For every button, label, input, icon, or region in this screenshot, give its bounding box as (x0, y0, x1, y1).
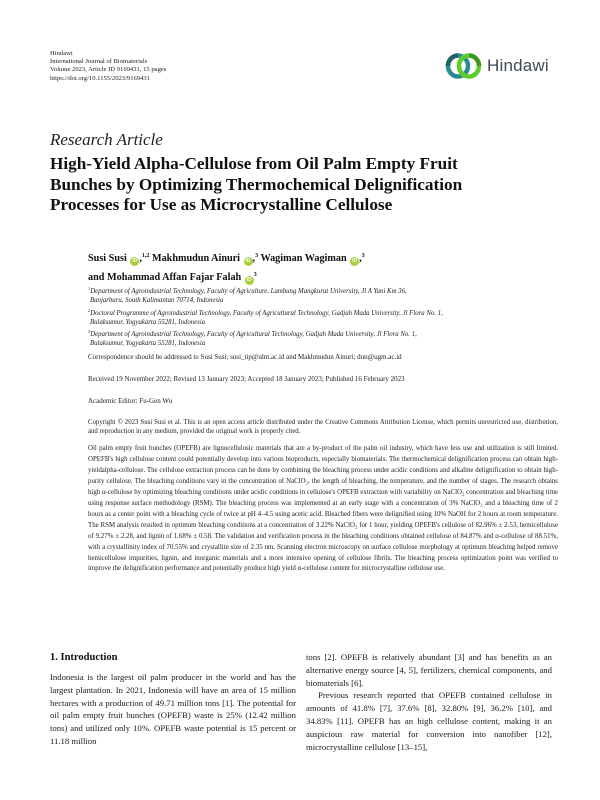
author-name[interactable]: Susi Susi (88, 253, 127, 264)
affiliation-marker: 1,2 (141, 253, 150, 259)
correspondence: Correspondence should be addressed to Susi Susi; susi_tip@ulm.ac.id and Makhmudun Ainuri; dun@ugm.ac.id (88, 353, 402, 361)
journal-name: International Journal of Biomaterials (50, 58, 148, 66)
hindawi-logo-text: Hindawi (487, 56, 549, 75)
affiliation-number: 3 (88, 329, 91, 335)
paragraph: Previous research reported that OPEFB contained cellulose in amounts of 41.8% [7], 37.6% [8], 32.80% [9], 36.2% [10], and 34.83% [11]. OPEFB has an high cellulose content, making it an auspicious raw material for conversion into nanofiber [12], microcrystalline cellulose [13–15], (306, 690, 552, 752)
academic-editor: Academic Editor: Fu-Gen Wu (88, 397, 173, 405)
title-line: High-Yield Alpha-Cellulose from Oil Palm Empty Fruit (50, 154, 458, 173)
publisher-name: Hindawi (50, 50, 73, 57)
volume-line: Volume 2023, Article ID 9169431, 15 pages (50, 66, 167, 74)
journal-info (50, 50, 166, 83)
author-name[interactable]: Makhmudun Ainuri (151, 253, 240, 264)
title-line: Processes for Use as Microcrystalline Cellulose (50, 195, 393, 214)
affiliation-item (88, 306, 558, 328)
orcid-icon[interactable]: iD (246, 277, 252, 283)
author-name[interactable]: Wagiman Wagiman (260, 253, 347, 264)
affiliation-line: Bulaksumur, Yogyakarta 55281, Indonesia (90, 340, 206, 348)
affiliation-line: Banjarbaru, South Kalimantan 70714, Indonesia (90, 297, 224, 305)
body-column-left (50, 671, 296, 748)
affiliation-item (88, 284, 558, 306)
affiliation-number: 2 (88, 307, 91, 313)
author-list: Susi Susi iD ,$^{1,2}$ Makhmudun Ainuri iD ,$^3$ Wagiman Wagiman iD ,$^3$ and Mohammad Affan Fajar Falah $iD^3$ (88, 253, 365, 283)
abstract: Oil palm empty fruit bunches (OPEFB) are lignocellulosic materials that are a by-product of the palm oil industry, which have less use and utilization is still limited. OPEFB's high cellulose content could potentially develop into various bioproducts, especially biomaterials. The thermochemical delignification process can obtain high-yieldalpha-cellulose. The cellulose extraction process can be done by combining the bleaching process under acidic conditions and alkaline delignification to obtain high-purity cellulose. The bleaching conditions vary in the concentration of NaClO₂, the length of bleaching, the temperature, and the number of stages. The research obtains high α-cellulose by optimizing bleaching conditions under acidic conditions in cellulose's OPEFB extraction with variability on NaClO₂ concentration and bleaching time using response surface methodology (RSM). The bleaching process was implemented at an early stage with a concentration of 3% NaClO₂ and a bleaching time of 2 hours as a center point with a bleaching cycle of twice at pH 4–4.5 using acetic acid. Bleached fibers were delignified using 10% NaOH for 2 hours at room temperature. The RSM analysis resulted in optimum bleaching conditions at a concentration of 3.22% NaClO₂ for 1 hour, yielding OPEFB's cellulose of 82.96% ± 2.53, hemicellulose of 9.27% ± 2.28, and lignin of 1.68% ± 0.58. The validation and verification process in the bleaching conditions obtained cellulose of 84.87% and α-cellulose of 88.51%, with a crystallinity index of 70.55% and crystallite size of 2.35 nm. Scanning electron microscopy on surface cellulose morphology at optimum bleaching helped remove hemicellulose impurities, lignin, and inorganic materials and a more intensive opening of cellulose fibrils. The bleaching process optimization point was verified to improve the delignification performance and potentially produce high yield α-cellulose content for microcrystalline cellulose use. (88, 445, 558, 573)
affiliation-line: Department of Agroindustrial Technology, Faculty of Agricultural Technology, Gadjah Mada University, Jl Flora No. 1, (90, 331, 417, 339)
orcid-icon[interactable]: iD (245, 258, 251, 264)
body-column-right (306, 651, 552, 753)
copyright-notice: Copyright © 2023 Susi Susi et al. This is an open access article distributed under the Creative Commons Attribution License, which permits unrestricted use, distribution, and reproduction in any medium, provided the original work is properly cited. (88, 419, 558, 436)
affiliation-number: 1 (88, 286, 91, 291)
author-name[interactable]: Mohammad Affan Fajar Falah (106, 272, 242, 283)
paragraph: Indonesia is the largest oil palm producer in the world and has the largest plantation. In 2021, Indonesia will have an area of 15 million hectares with a production of 49.71 million tons [1]. The potential for oil palm empty fruit bunches (OPEFB) waste is 25% (12.42 million tons) and utilized only 10%. OPEFB waste potential is 15 percent or 11.18 million (50, 672, 296, 746)
affiliation-line: Doctoral Programme of Agroindustrial Technology, Faculty of Agricultural Technology, Gadjah Mada University, Jl Flora No. 1, (90, 309, 443, 317)
hindawi-interlocked-rings-icon (445, 52, 483, 80)
orcid-icon[interactable]: iD (132, 258, 138, 264)
orcid-icon[interactable]: iD (352, 258, 358, 264)
affiliations (88, 284, 558, 349)
paragraph: tons [2]. OPEFB is relatively abundant [3] and has benefits as an alternative energy source [4, 5], fertilizers, chemical components, and biomaterials [6]. (306, 652, 552, 688)
article-title (50, 154, 550, 216)
affiliation-line: Department of Agroindustrial Technology, Faculty of Agriculture, Lambung Mangkurat University, Jl A Yani Km 36, (90, 288, 407, 295)
affiliation-marker: 3 (253, 272, 257, 278)
hindawi-logo (445, 52, 549, 80)
title-line: Bunches by Optimizing Thermochemical Delignification (50, 174, 463, 194)
affiliation-line: Bulaksumur, Yogyakarta 55281, Indonesia (90, 318, 206, 326)
section-heading-introduction: 1. Introduction (50, 652, 118, 663)
affiliation-item (88, 327, 558, 349)
article-type: Research Article (50, 130, 163, 149)
affiliation-marker: 3 (255, 253, 259, 259)
author-connector: and (88, 272, 105, 283)
publication-dates: Received 19 November 2022; Revised 13 January 2023; Accepted 18 January 2023; Published 16 February 2023 (88, 375, 405, 383)
doi-link[interactable]: https://doi.org/10.1155/2023/9169431 (50, 74, 151, 82)
affiliation-marker: 3 (361, 253, 365, 259)
